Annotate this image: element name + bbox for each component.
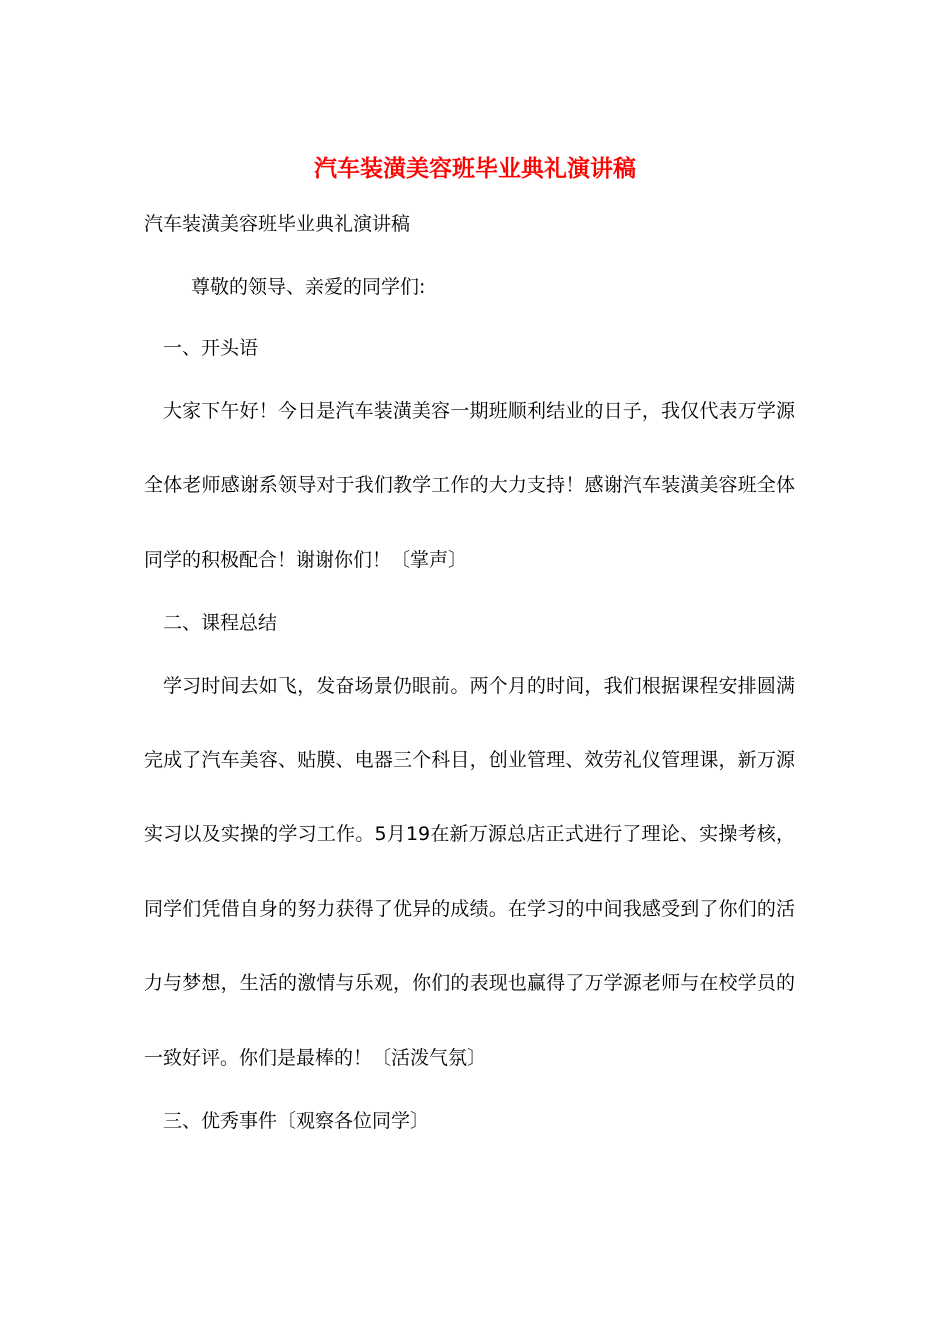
paragraph-line: 力与梦想，生活的激情与乐观，你们的表现也赢得了万学源老师与在校学员的 xyxy=(144,972,795,994)
section-heading-opening: 一、开头语 xyxy=(163,337,259,359)
section-heading-outstanding-events: 三、优秀事件〔观察各位同学〕 xyxy=(163,1110,430,1132)
paragraph-line: 同学们凭借自身的努力获得了优异的成绩。在学习的中间我感受到了你们的活 xyxy=(144,898,795,920)
paragraph-line: 实习以及实操的学习工作。5月19在新万源总店正式进行了理论、实操考核， xyxy=(144,823,795,845)
document-title: 汽车装潢美容班毕业典礼演讲稿 xyxy=(314,155,636,182)
paragraph-line: 一致好评。你们是最棒的！〔活泼气氛〕 xyxy=(144,1047,487,1069)
paragraph-line: 完成了汽车美容、贴膜、电器三个科目，创业管理、效劳礼仪管理课，新万源 xyxy=(144,749,795,771)
section-heading-course-summary: 二、课程总结 xyxy=(163,612,278,634)
paragraph-line: 学习时间去如飞，发奋场景仍眼前。两个月的时间，我们根据课程安排圆满 xyxy=(163,675,795,697)
paragraph-line: 同学的积极配合！谢谢你们！〔掌声〕 xyxy=(144,549,468,571)
paragraph-line: 大家下午好！今日是汽车装潢美容一期班顺利结业的日子，我仅代表万学源 xyxy=(163,400,795,422)
paragraph-line: 全体老师感谢系领导对于我们教学工作的大力支持！感谢汽车装潢美容班全体 xyxy=(144,474,795,496)
greeting-line: 尊敬的领导、亲爱的同学们: xyxy=(191,276,426,298)
document-subtitle: 汽车装潢美容班毕业典礼演讲稿 xyxy=(144,213,411,235)
